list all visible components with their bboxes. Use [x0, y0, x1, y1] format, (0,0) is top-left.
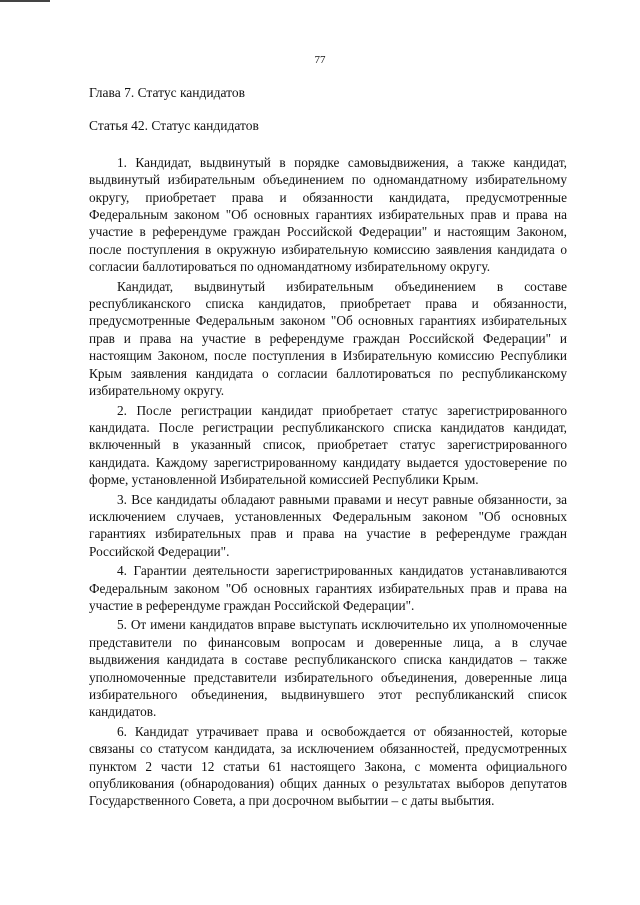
paragraph-2: 2. После регистрации кандидат приобретает статус зарегистрированного кандидата. После регистрации республиканского списка кандидатов кандидат, включенный в указанный список, приобретает статус зарегистрированного кандидата. Каждому зарегистрированному кандидату выдается удостоверение по форме, установленной Избирательной комиссией Республики Крым. [89, 402, 567, 488]
paragraph-5: 5. От имени кандидатов вправе выступать исключительно их уполномоченные представители по финансовым вопросам и доверенные лица, а в случае выдвижения кандидата в составе республиканского списка кандидатов – также уполномоченные представители избирательного объединения, доверенные лица избирательного объединения, выдвинувшего этот республиканский список кандидатов. [89, 617, 567, 720]
document-body [89, 84, 567, 812]
article-title: Статья 42. Статус кандидатов [89, 118, 259, 134]
paragraph-1: 1. Кандидат, выдвинутый в порядке самовыдвижения, а также кандидат, выдвинутый избирательным объединением по одномандатному избирательному округу, приобретает права и обязанности кандидата, предусмотренные Федеральным законом "Об основных гарантиях избирательных прав и права на участие в референдуме граждан Российской Федерации" и настоящим Законом, после поступления в окружную избирательную комиссию заявления кандидата о согласии баллотироваться по одномандатному избирательному округу. [89, 154, 567, 275]
scan-edge-mark [0, 0, 50, 2]
paragraph-3: 3. Все кандидаты обладают равными правами и несут равные обязанности, за исключением случаев, установленных Федеральным законом "Об основных гарантиях избирательных прав и права на участие в референдуме граждан Российской Федерации". [89, 491, 567, 559]
page-number: 77 [314, 54, 326, 66]
paragraph-1-continued: Кандидат, выдвинутый избирательным объединением в составе республиканского списка кандидатов, приобретает права и обязанности, предусмотренные Федеральным законом "Об основных гарантиях избирательных прав и права на участие в референдуме граждан Российской Федерации" и настоящим Законом, после поступления в Избирательную комиссию Республики Крым заявления кандидата о согласии баллотироваться по республиканскому избирательному округу. [89, 278, 567, 399]
chapter-title: Глава 7. Статус кандидатов [89, 85, 245, 100]
paragraph-4: 4. Гарантии деятельности зарегистрированных кандидатов устанавливаются Федеральным законом "Об основных гарантиях избирательных прав и права на участие в референдуме граждан Российской Федерации". [89, 563, 567, 613]
paragraph-6: 6. Кандидат утрачивает права и освобождается от обязанностей, которые связаны со статусом кандидата, за исключением обязанностей, предусмотренных пунктом 2 части 12 статьи 61 настоящего Закона, с момента официального опубликования (обнародования) общих данных о результатах выборов депутатов Государственного Совета, а при досрочном выбытии – с даты выбытия. [89, 723, 567, 809]
